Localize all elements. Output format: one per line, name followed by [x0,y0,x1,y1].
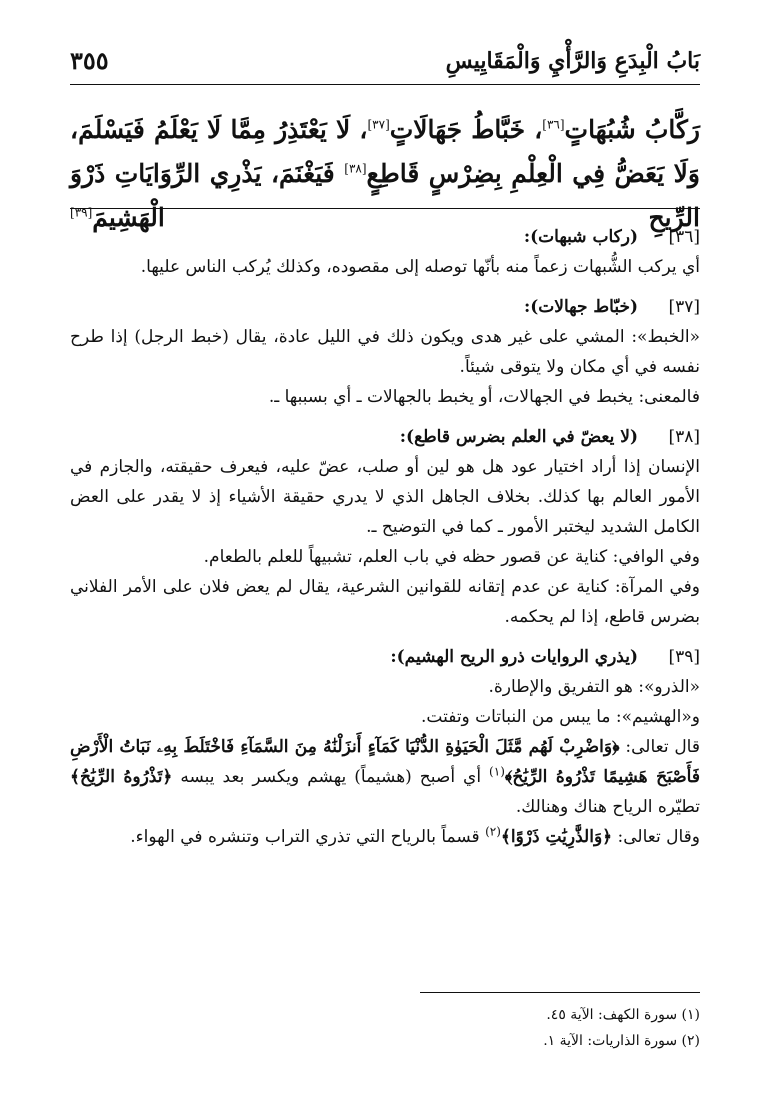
footnote-reference: (٢) [485,824,501,839]
note-line [70,732,700,822]
note-line: الإنسان إذا أراد اختيار عود هل هو لين أو صلب، عضّ عليه، فيعرف حقيقته، والجازم في الأمور العالم بها كذلك. بخلاف الجاهل الذي لا يدري حقيقة الأشياء إذ لا يقدر على العض الكامل الشديد ليختبر الأمور ـ كما في التوضيح ـ. [70,457,700,537]
note-text: أي أصبح (هشيماً) يهشم ويكسر بعد يبسه [172,767,490,787]
main-hadith-text [70,108,700,240]
main-text-part: رَكَّابُ شُبُهَاتٍ [564,115,700,144]
note-39 [70,642,700,852]
note-line: فالمعنى: يخبط في الجهالات، أو يخبط بالجهالات ـ أي بسببها ـ. [268,387,700,407]
main-text-part: ، لَا يَعْتَذِرُ مِمَّا لَا يَعْلَمُ فَيَسْلَمَ، وَلَا يَعَضُّ فِي الْعِلْمِ بِضِرْسٍ قَاطِعٍ [70,115,701,188]
note-body [70,452,700,632]
note-line: و«الهشيم»: ما يبس من النباتات وتفتت. [421,707,700,727]
note-reference: [٣٨] [344,161,367,176]
footnote-item: (٢) سورة الذاريات: الآية ١. [543,1033,700,1049]
page-number: ٣٥٥ [70,46,109,75]
note-line: «الخبط»: المشي على غير هدى ويكون ذلك في الليل عادة، يقال (خبط الرجل) إذا طرح نفسه في أي مكان ولا يتوقى شيئاً. [70,327,700,377]
quran-verse: ﴿وَالذَّٰرِيَٰتِ ذَرْوًا﴾ [500,827,613,847]
quran-verse: ﴿وَاضْرِبْ لَهُم مَّثَلَ الْحَيَوٰةِ الدُّنْيَا كَمَآءٍ أَنزَلْنَٰهُ مِنَ السَّمَآءِ فَاخْتَلَطَ بِهِۦ نَبَاتُ الْأَرْضِ فَأَصْبَحَ هَشِيمًا تَذْرُوهُ الرِّيَٰحُ﴾ [70,737,700,787]
note-number: [٣٧] [668,297,700,317]
note-line: وفي المرآة: كناية عن عدم إتقانه للقوانين الشرعية، يقال لم يعض فلان على الأمر الفلاني بضرس قاطع، إذا لم يحكمه. [70,577,700,627]
note-line: «الذرو»: هو التفريق والإطارة. [488,677,700,697]
note-36 [70,222,700,282]
note-37 [70,292,700,412]
note-reference: [٣٩] [70,205,93,220]
note-38 [70,422,700,632]
note-number: [٣٨] [668,427,700,447]
note-line [70,822,700,852]
main-text-part: فَيَغْنَمَ، يَذْرِي الرِّوَايَاتِ ذَرْوَ الرِّيحِ الْهَشِيمَ [70,159,700,232]
commentary-divider [70,208,700,209]
note-heading: (يذري الروايات ذرو الريح الهشيم): [390,647,638,667]
note-reference: [٣٦] [542,117,565,132]
running-title: بَابُ الْبِدَعِ وَالرَّأْيِ وَالْمَقَايِيسِ [445,48,700,74]
note-line: وفي الوافي: كناية عن قصور حظه في باب العلم، تشبيهاً للعلم بالطعام. [203,547,700,567]
note-number: [٣٦] [668,227,700,247]
note-text: قسماً بالرياح التي تذري التراب وتنشره في الهواء. [130,827,486,847]
footnote-item: (١) سورة الكهف: الآية ٤٥. [546,1007,700,1023]
note-heading: (لا يعضّ في العلم بضرس قاطع): [399,427,638,447]
note-text: وقال تعالى: [612,827,700,847]
note-heading: (ركاب شبهات): [523,227,638,247]
footnote-divider [420,992,700,993]
note-number: [٣٩] [668,647,700,667]
note-line: أي يركب الشُّبهات زعماً منه بأنّها توصله إلى مقصوده، وكذلك يُركب الناس عليها. [140,257,700,277]
note-body [70,252,700,282]
commentary-notes [70,222,700,862]
note-body [70,322,700,412]
main-text-part: ، خَبَّاطُ جَهَالَاتٍ [389,115,543,144]
note-reference: [٣٧] [367,117,390,132]
note-text: تطيّره الرياح هناك وهنالك. [515,797,700,817]
page-header [70,42,700,82]
header-divider [70,84,700,85]
quran-verse: ﴿تَذْرُوهُ الرِّيَٰحُ﴾ [70,767,173,787]
footnote-reference: (١) [489,764,505,779]
note-heading: (خبّاط جهالات): [523,297,638,317]
note-text: قال تعالى: [619,737,700,757]
note-body [70,672,700,852]
footnotes [70,1002,700,1054]
